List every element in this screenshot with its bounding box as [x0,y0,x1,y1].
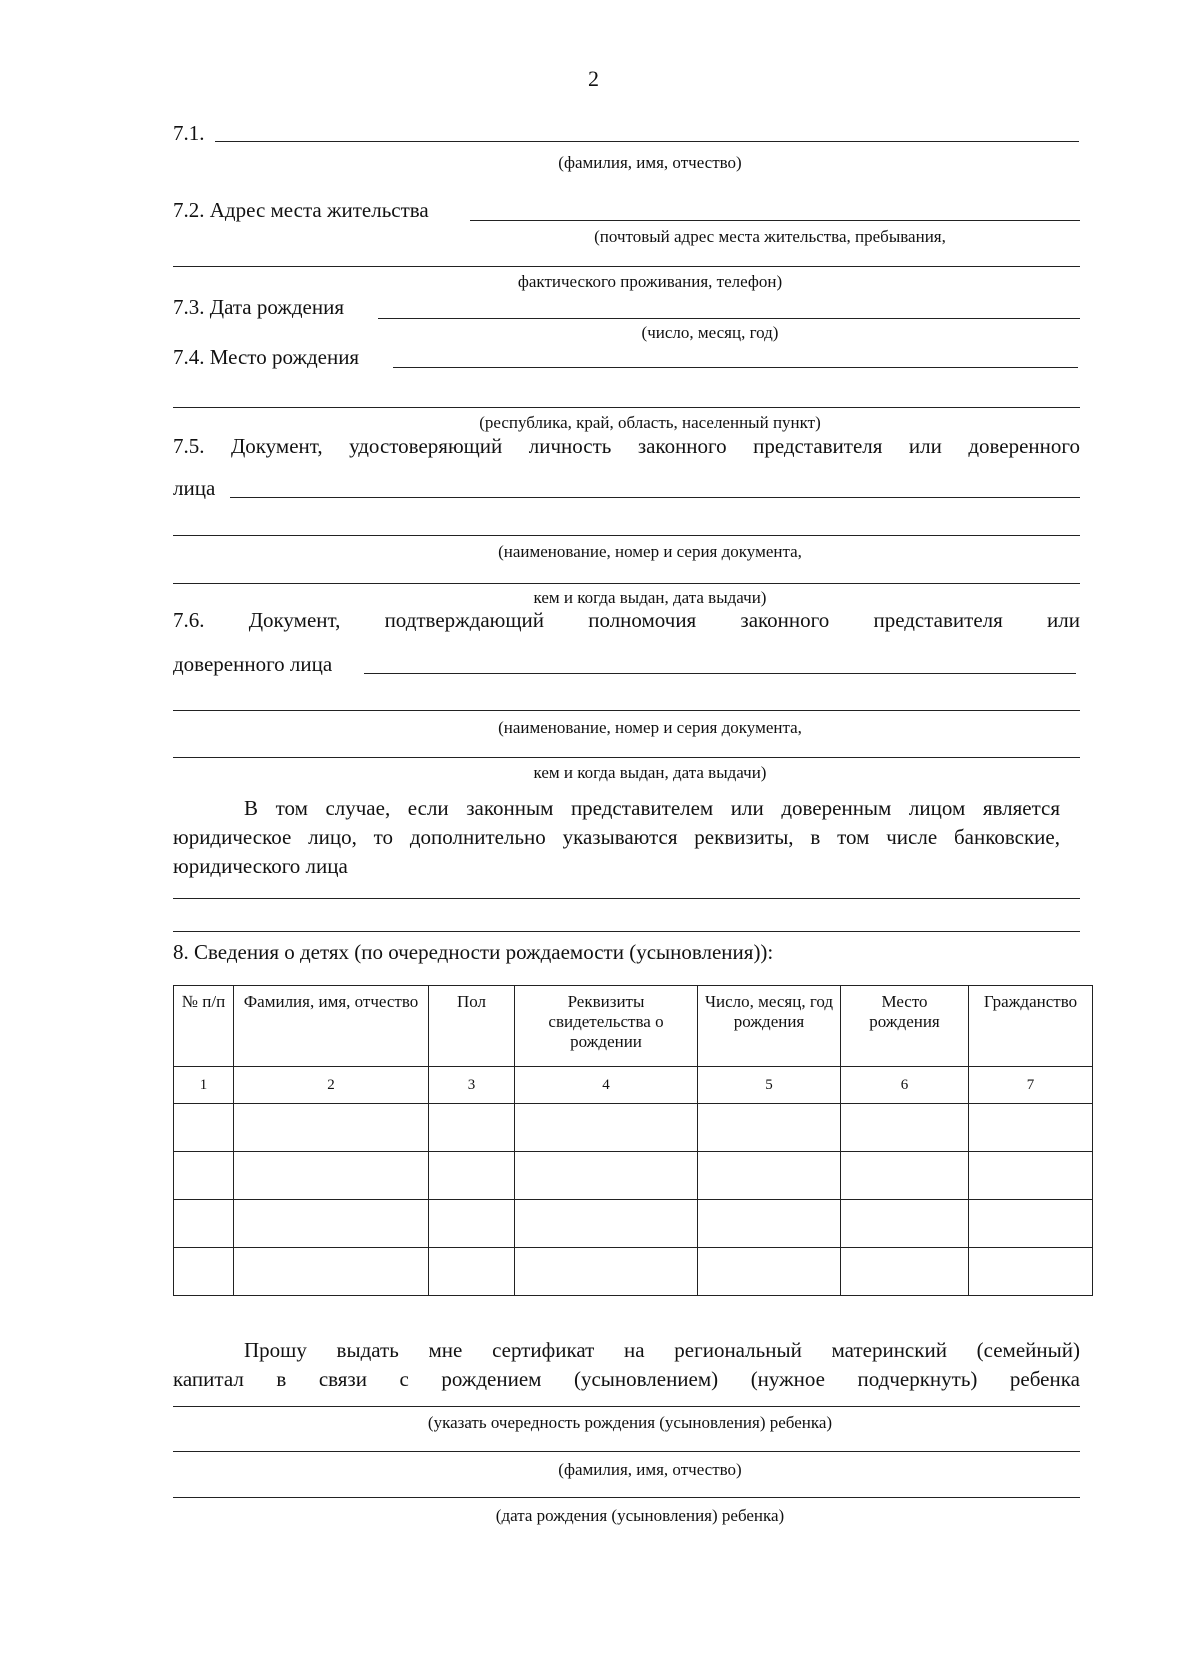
table-cell[interactable] [698,1152,841,1200]
request-word: (нужное [750,1367,825,1391]
page-number: 2 [588,66,599,91]
column-number: 2 [234,1067,429,1104]
children-table [173,985,1093,1296]
request-line-2 [173,1366,1080,1392]
table-cell[interactable] [429,1248,515,1296]
heading-word: Документ, [248,608,341,632]
caption-address-2: фактического проживания, телефон) [517,272,783,291]
field-legal-entity-line-2[interactable] [173,931,1080,932]
field-birth-date-line[interactable] [378,318,1080,319]
field-authority-document-line-3[interactable] [173,757,1080,758]
table-cell[interactable] [515,1152,698,1200]
heading-word: законного [637,434,727,458]
header-birth-certificate: Реквизиты свидетельства о рождении [515,986,698,1067]
table-cell[interactable] [841,1200,969,1248]
heading-word: полномочия [588,608,697,632]
heading-word: или [1047,608,1080,632]
table-cell[interactable] [515,1248,698,1296]
caption-id-document-2: кем и когда выдан, дата выдачи) [533,588,767,607]
caption-birth-place: (республика, край, область, населенный пункт) [479,413,821,432]
table-cell[interactable] [698,1200,841,1248]
column-number: 1 [174,1067,234,1104]
caption-child-name: (фамилия, имя, отчество) [558,1460,742,1479]
table-cell[interactable] [234,1200,429,1248]
caption-child-order: (указать очередность рождения (усыновления) ребенка) [427,1413,833,1432]
request-word: сертификат [492,1338,595,1362]
caption-authority-document-1: (наименование, номер и серия документа, [498,718,802,737]
table-cell[interactable] [969,1152,1093,1200]
table-cell[interactable] [429,1104,515,1152]
section-7-2-label: 7.2. Адрес места жительства [173,198,429,222]
request-word: связи [318,1367,367,1391]
section-7-4-label: 7.4. Место рождения [173,345,360,369]
heading-word: личность [528,434,612,458]
table-cell[interactable] [174,1152,234,1200]
request-word: подчеркнуть) [857,1367,978,1391]
caption-authority-document-2: кем и когда выдан, дата выдачи) [533,763,767,782]
heading-word: представителя [753,434,883,458]
table-cell[interactable] [969,1200,1093,1248]
field-legal-entity-line[interactable] [173,898,1080,899]
caption-id-document-1: (наименование, номер и серия документа, [498,542,802,561]
section-7-5-line2: лица [173,476,216,500]
section-8-title: 8. Сведения о детях (по очередности рождаемости (усыновления)): [173,940,774,964]
request-word: в [276,1367,287,1391]
table-cell[interactable] [841,1152,969,1200]
table-cell[interactable] [841,1104,969,1152]
column-number: 7 [969,1067,1093,1104]
heading-word: 7.5. [173,434,205,458]
request-word: с [399,1367,409,1391]
table-cell[interactable] [174,1104,234,1152]
table-row [174,1104,1093,1152]
field-full-name-line[interactable] [215,141,1079,142]
request-word: мне [428,1338,463,1362]
table-cell[interactable] [515,1104,698,1152]
table-cell[interactable] [234,1248,429,1296]
field-child-order-line[interactable] [173,1406,1080,1407]
caption-child-birth-date: (дата рождения (усыновления) ребенка) [495,1506,785,1525]
table-row [174,1200,1093,1248]
column-number: 6 [841,1067,969,1104]
header-full-name: Фамилия, имя, отчество [234,986,429,1067]
field-address-line-2[interactable] [173,266,1080,267]
request-word: капитал [173,1367,244,1391]
column-number: 5 [698,1067,841,1104]
header-number: № п/п [174,986,234,1067]
column-number: 3 [429,1067,515,1104]
table-cell[interactable] [515,1200,698,1248]
header-citizenship: Гражданство [969,986,1093,1067]
section-7-6-line2: доверенного лица [173,652,333,676]
request-word: (усыновлением) [573,1367,719,1391]
request-word: ребенка [1009,1367,1080,1391]
field-id-document-line-2[interactable] [173,535,1080,536]
table-cell[interactable] [234,1104,429,1152]
request-word: региональный [674,1338,802,1362]
table-cell[interactable] [969,1248,1093,1296]
heading-word: доверенного [968,434,1080,458]
table-cell[interactable] [698,1248,841,1296]
table-cell[interactable] [969,1104,1093,1152]
table-row [174,1248,1093,1296]
field-id-document-line-3[interactable] [173,583,1080,584]
caption-birth-date: (число, месяц, год) [641,323,779,342]
header-sex: Пол [429,986,515,1067]
table-header-row [174,986,1093,1067]
field-child-birth-date-line[interactable] [173,1497,1080,1498]
table-cell[interactable] [429,1200,515,1248]
heading-word: удостоверяющий [349,434,503,458]
heading-word: представителя [873,608,1003,632]
heading-word: 7.6. [173,608,205,632]
section-7-3-label: 7.3. Дата рождения [173,295,344,319]
request-line-1 [244,1337,1080,1363]
request-word: рождением [441,1367,542,1391]
caption-address-1: (почтовый адрес места жительства, пребывания, [594,227,946,246]
request-word: на [624,1338,645,1362]
field-authority-document-line-2[interactable] [173,710,1080,711]
request-word: Прошу [244,1338,307,1362]
header-birth-date: Число, месяц, год рождения [698,986,841,1067]
heading-word: законного [740,608,830,632]
field-address-line[interactable] [470,220,1080,221]
section-7-6-heading [173,607,1080,633]
table-column-numbers-row [174,1067,1093,1104]
column-number: 4 [515,1067,698,1104]
section-7-5-heading [173,433,1080,459]
field-birth-place-line[interactable] [393,367,1078,368]
heading-word: или [908,434,942,458]
table-cell[interactable] [698,1104,841,1152]
heading-word: подтверждающий [384,608,545,632]
table-cell[interactable] [234,1152,429,1200]
request-word: выдать [336,1338,399,1362]
request-word: материнский [831,1338,947,1362]
table-cell[interactable] [174,1200,234,1248]
section-7-1-label: 7.1. [173,121,205,145]
request-word: (семейный) [976,1338,1080,1362]
legal-entity-note: В том случае, если законным представителем или доверенным лицом является юридическое лицо, то дополнительно указываются реквизиты, в том числе банковские, юридического лица [173,796,1060,878]
field-child-name-line[interactable] [173,1451,1080,1452]
table-row [174,1152,1093,1200]
table-cell[interactable] [841,1248,969,1296]
caption-full-name: (фамилия, имя, отчество) [558,153,742,172]
header-birth-place: Место рождения [841,986,969,1067]
field-birth-place-line-2[interactable] [173,407,1080,408]
table-cell[interactable] [429,1152,515,1200]
table-cell[interactable] [174,1248,234,1296]
field-authority-document-line[interactable] [364,673,1076,674]
field-id-document-line[interactable] [230,497,1080,498]
heading-word: Документ, [230,434,323,458]
